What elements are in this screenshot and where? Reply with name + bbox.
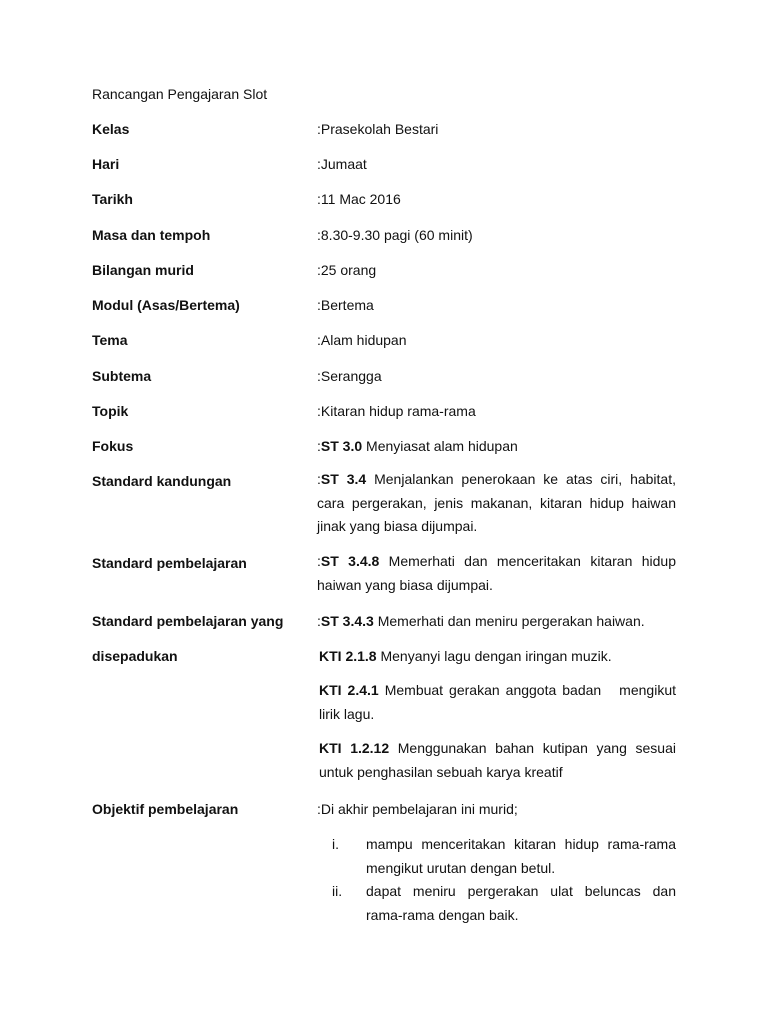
modul-label: Modul (Asas/Bertema) (92, 297, 240, 313)
standard-disepadukan-label-line1: Standard pembelajaran yang (92, 613, 284, 629)
list-item-number: ii. (332, 883, 343, 899)
list-item (332, 833, 676, 880)
masa-label: Masa dan tempoh (92, 227, 211, 243)
topik-label: Topik (92, 403, 129, 419)
disepadukan-item (319, 647, 612, 665)
standard-kandungan-code: ST 3.4 (320, 471, 367, 487)
disepadukan-item (319, 679, 680, 726)
kelas-value: :Prasekolah Bestari (317, 121, 439, 137)
standard-kandungan-prefix: : (317, 471, 321, 487)
bilangan-murid-label: Bilangan murid (92, 262, 194, 278)
disepadukan-item-prefix: : (317, 613, 321, 629)
fokus-prefix: : (317, 438, 321, 454)
disepadukan-item (319, 737, 676, 784)
disepadukan-item-code: ST 3.4.3 (320, 613, 374, 629)
subtema-value: :Serangga (317, 368, 382, 384)
modul-value: :Bertema (317, 297, 374, 313)
subtema-label: Subtema (92, 368, 152, 384)
fokus-code: ST 3.0 (320, 438, 363, 454)
masa-value: :8.30-9.30 pagi (60 minit) (317, 227, 473, 243)
disepadukan-item (317, 612, 645, 630)
standard-pembelajaran-code: ST 3.4.8 (320, 553, 380, 569)
standard-pembelajaran-prefix: : (317, 553, 321, 569)
hari-label: Hari (92, 156, 120, 172)
standard-pembelajaran-label: Standard pembelajaran (92, 555, 247, 571)
standard-pembelajaran-text: Memerhati dan menceritakan kitaran hidup haiwan yang biasa dijumpai. (317, 553, 676, 593)
objektif-intro: :Di akhir pembelajaran ini murid; (317, 801, 518, 817)
tarikh-value: :11 Mac 2016 (317, 191, 401, 207)
list-item-text: mampu menceritakan kitaran hidup rama-rama mengikut urutan dengan betul. (366, 836, 676, 876)
objektif-list (332, 833, 676, 927)
hari-value: :Jumaat (317, 156, 367, 172)
kelas-label: Kelas (92, 121, 130, 137)
disepadukan-item-text: Membuat gerakan anggota badan mengikut lirik lagu. (319, 682, 680, 722)
tema-label: Tema (92, 332, 128, 348)
standard-pembelajaran-value (317, 550, 676, 597)
fokus-value (317, 437, 518, 455)
standard-kandungan-text: Menjalankan penerokaan ke atas ciri, habitat, cara pergerakan, jenis makanan, kitaran hidup haiwan jinak yang biasa dijumpai. (317, 471, 676, 534)
disepadukan-item-code: KTI 2.4.1 (319, 682, 379, 698)
list-item-text: dapat meniru pergerakan ulat beluncas dan rama-rama dengan baik. (366, 883, 676, 923)
topik-value: :Kitaran hidup rama-rama (317, 403, 476, 419)
disepadukan-item-text: Memerhati dan meniru pergerakan haiwan. (373, 613, 645, 629)
disepadukan-item-code: KTI 1.2.12 (319, 740, 390, 756)
disepadukan-item-code: KTI 2.1.8 (319, 648, 377, 664)
document-title: Rancangan Pengajaran Slot (92, 86, 268, 102)
disepadukan-item-text: Menyanyi lagu dengan iringan muzik. (376, 648, 612, 664)
standard-kandungan-value (317, 468, 676, 539)
fokus-label: Fokus (92, 438, 134, 454)
fokus-text: Menyiasat alam hidupan (362, 438, 518, 454)
standard-disepadukan-label-line2: disepadukan (92, 648, 178, 664)
tarikh-label: Tarikh (92, 191, 133, 207)
standard-kandungan-label: Standard kandungan (92, 473, 232, 489)
objektif-label: Objektif pembelajaran (92, 801, 239, 817)
list-item-number: i. (332, 836, 339, 852)
bilangan-murid-value: :25 orang (317, 262, 377, 278)
disepadukan-item-text: Menggunakan bahan kutipan yang sesuai untuk penghasilan sebuah karya kreatif (319, 740, 676, 780)
tema-value: :Alam hidupan (317, 332, 407, 348)
list-item (332, 880, 676, 927)
